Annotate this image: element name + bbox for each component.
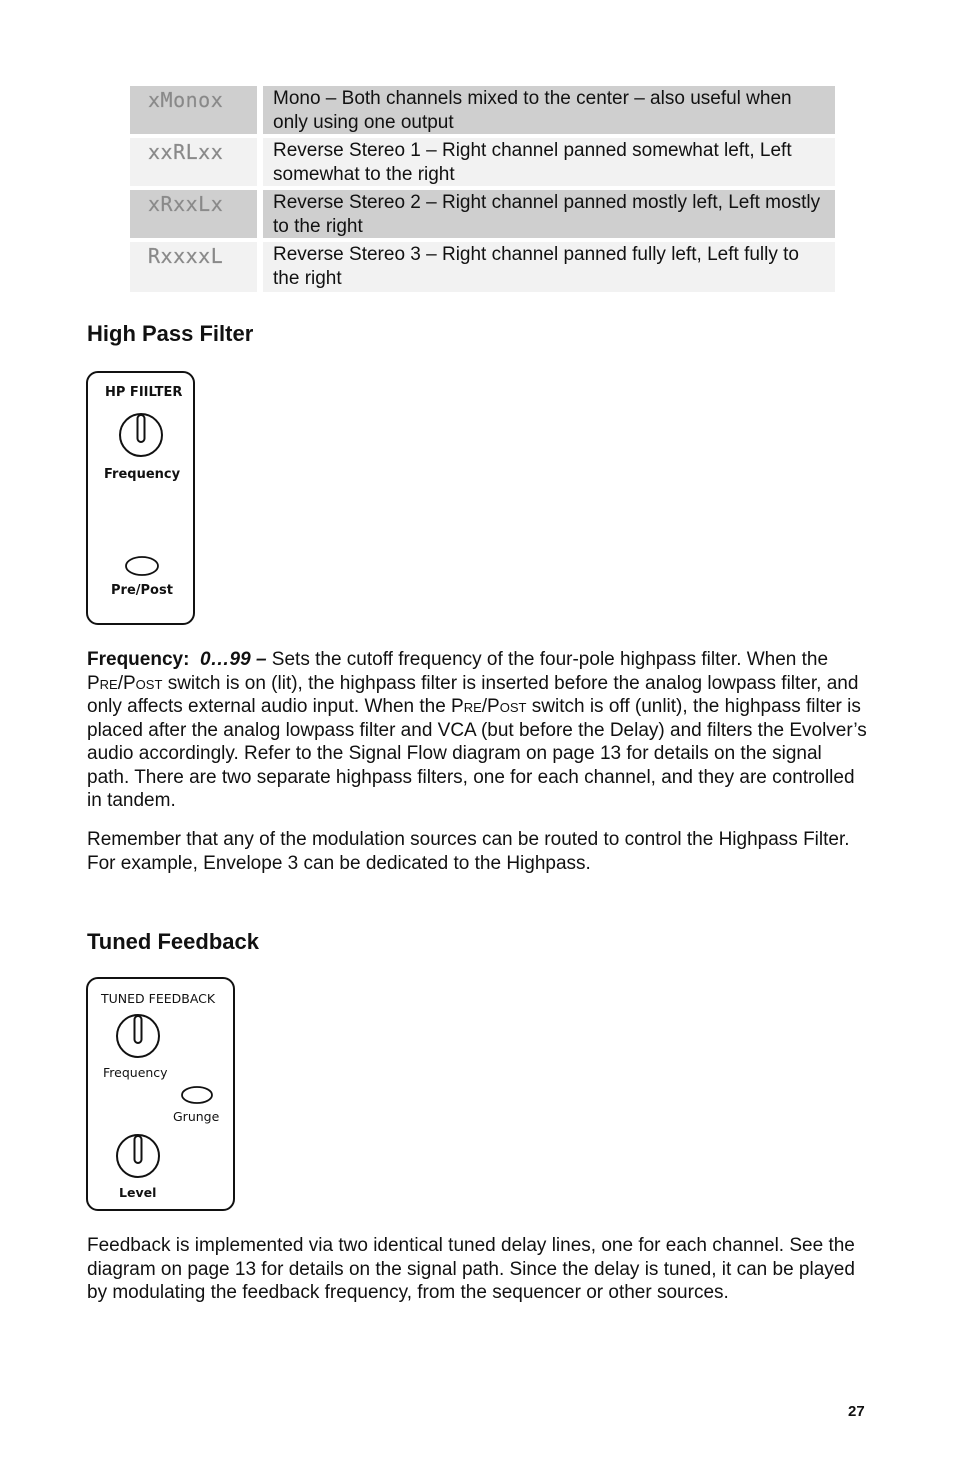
param-text-c: switch is off (unlit), the highpass filter is placed after the analog lowpass filter and VCA (but before the Delay) and filters the Evolver’s audio accordingly. Refer to the Signal Flow diagram on page 13 for details on the signal path. There are two separate highpass filters, one for each channel, and they are controlled in tandem. (87, 696, 867, 811)
pan-description: Mono – Both channels mixed to the center – also useful when only using one output (263, 86, 835, 134)
knob-label-frequency: Frequency (103, 1065, 168, 1080)
pan-code: RxxxxL (130, 242, 257, 292)
pan-code: xRxxLx (130, 190, 257, 238)
pan-row-reverse-1 (130, 138, 835, 186)
prepost-term: Pre/Post (87, 672, 163, 694)
section-heading-high-pass: High Pass Filter (87, 321, 254, 346)
param-text-a: Sets the cutoff frequency of the four-pole highpass filter. When the (266, 649, 829, 670)
button-label: Pre/Post (111, 583, 173, 598)
pan-description: Reverse Stereo 2 – Right channel panned mostly left, Left mostly to the right (263, 190, 835, 238)
pan-row-reverse-2 (130, 190, 835, 238)
frequency-knob-icon (117, 411, 165, 459)
feedback-paragraph: Feedback is implemented via two identical tuned delay lines, one for each channel. See the diagram on page 13 for details on the signal path. Since the delay is tuned, it can be played by modulating the feedback frequency, from the sequencer or other sources. (87, 1235, 855, 1303)
pre-post-button-icon (124, 555, 160, 577)
pan-row-reverse-3 (130, 242, 835, 292)
param-text-b: switch is on (lit), the highpass filter is inserted before the analog lowpass filter, and only affects external audio input. When the (87, 672, 859, 717)
knob-label-level: Level (119, 1185, 157, 1200)
modulation-paragraph: Remember that any of the modulation sources can be routed to control the Highpass Filter. For example, Envelope 3 can be dedicated to the Highpass. (87, 829, 850, 874)
param-label: Frequency: (87, 649, 190, 670)
param-range: 0…99 – (199, 649, 267, 670)
prepost-term: Pre/Post (451, 696, 527, 717)
button-label-grunge: Grunge (173, 1109, 220, 1124)
pan-description: Reverse Stereo 1 – Right channel panned somewhat left, Left somewhat to the right (263, 138, 835, 186)
page-number: 27 (848, 1403, 865, 1420)
section-heading-tuned-feedback: Tuned Feedback (87, 929, 259, 954)
tuned-feedback-panel (86, 977, 235, 1211)
hp-filter-panel (86, 371, 195, 625)
frequency-knob-icon (114, 1012, 162, 1060)
frequency-paragraph (87, 648, 867, 813)
pan-row-mono (130, 86, 835, 134)
panel-title: HP FIILTER (105, 385, 183, 400)
pan-code: xxRLxx (130, 138, 257, 186)
pan-mode-table (130, 86, 835, 296)
grunge-button-icon (180, 1085, 214, 1105)
level-knob-icon (114, 1132, 162, 1180)
knob-label: Frequency (104, 467, 181, 482)
panel-title: TUNED FEEDBACK (101, 991, 216, 1006)
pan-code: xMonox (130, 86, 257, 134)
pan-description: Reverse Stereo 3 – Right channel panned fully left, Left fully to the right (263, 242, 835, 292)
